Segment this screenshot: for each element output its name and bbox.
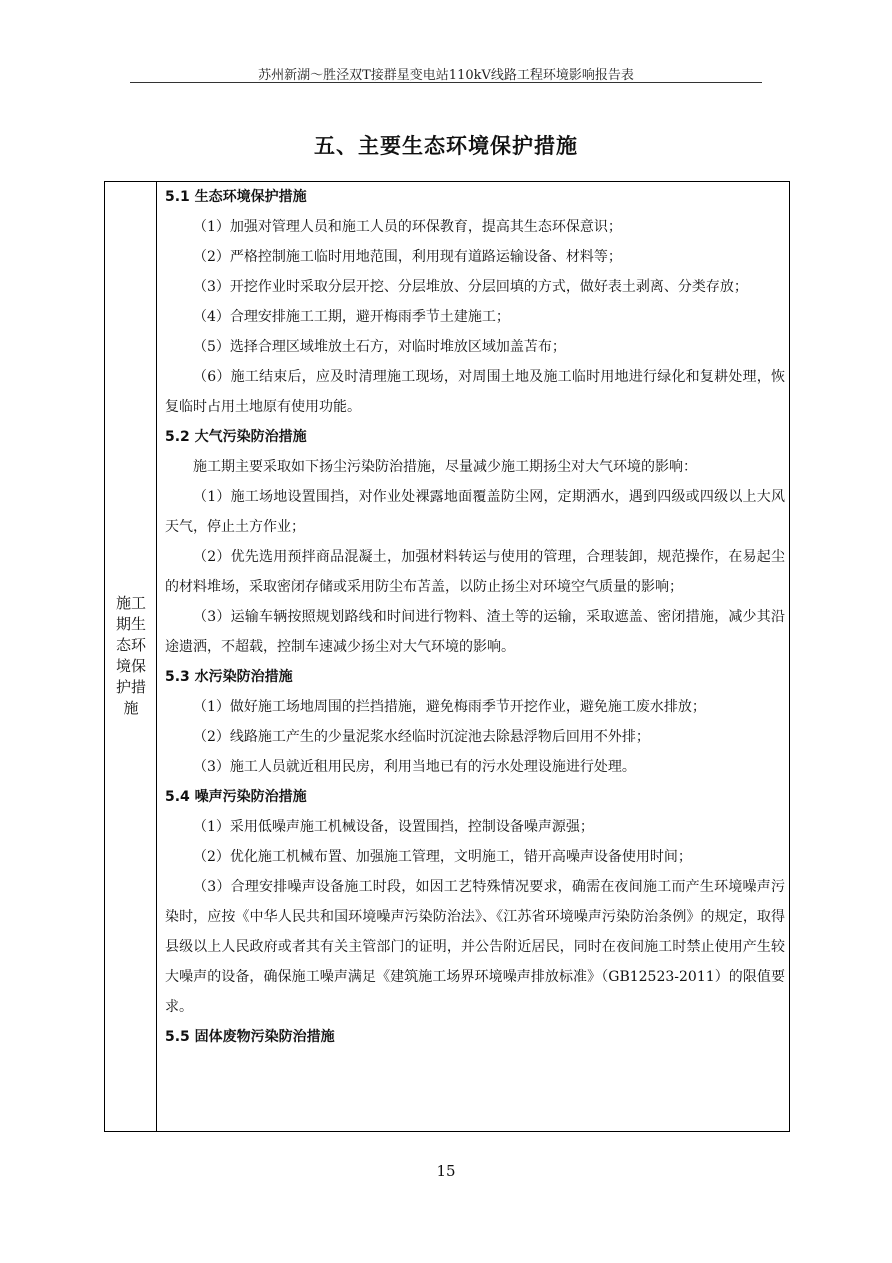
measures-table (104, 181, 790, 1132)
category-column (105, 182, 157, 1131)
measure-paragraph: （4）合理安排施工工期，避开梅雨季节土建施工； (193, 309, 510, 325)
measure-paragraph: （6）施工结束后，应及时清理施工现场，对周围土地及施工临时用地进行绿化和复耕处理，恢复临时占用土地原有使用功能。 (165, 369, 785, 415)
measure-paragraph: （3）运输车辆按照规划路线和时间进行物料、渣土等的运输，采取遮盖、密闭措施，减少其沿途遗洒，不超载，控制车速减少扬尘对大气环境的影响。 (165, 609, 785, 655)
page-number: 15 (436, 1162, 456, 1180)
subsection-heading: 5.2 大气污染防治措施 (165, 429, 307, 445)
measure-paragraph: （3）合理安排噪声设备施工时段，如因工艺特殊情况要求，确需在夜间施工而产生环境噪声污染时，应按《中华人民共和国环境噪声污染防治法》、《江苏省环境噪声污染防治条例》的规定，取得县级以上人民政府或者其有关主管部门的证明，并公告附近居民，同时在夜间施工时禁止使用产生较大噪声的设备，确保施工噪声满足《建筑施工场界环境噪声排放标准》（GB12523-2011）的限值要求。 (165, 879, 785, 1015)
measure-paragraph: 施工期主要采取如下扬尘污染防治措施，尽量减少施工期扬尘对大气环境的影响： (193, 459, 697, 475)
header-rule (130, 82, 762, 83)
measure-paragraph: （1）加强对管理人员和施工人员的环保教育，提高其生态环保意识； (193, 219, 622, 235)
running-header-title: 苏州新湖～胜泾双T接群星变电站110kV线路工程环境影响报告表 (258, 68, 634, 83)
subsection-heading: 5.5 固体废物污染防治措施 (165, 1029, 335, 1045)
measures-content (165, 182, 785, 1052)
measure-paragraph: （1）施工场地设置围挡，对作业处裸露地面覆盖防尘网，定期洒水，遇到四级或四级以上大风天气，停止土方作业； (165, 489, 785, 535)
measure-paragraph: （2）优化施工机械布置、加强施工管理，文明施工，错开高噪声设备使用时间； (193, 849, 692, 865)
subsection-heading: 5.1 生态环境保护措施 (165, 189, 307, 205)
measure-paragraph: （5）选择合理区域堆放土石方，对临时堆放区域加盖苫布； (193, 339, 566, 355)
measure-paragraph: （2）严格控制施工临时用地范围，利用现有道路运输设备、材料等； (193, 249, 622, 265)
measure-paragraph: （3）施工人员就近租用民房，利用当地已有的污水处理设施进行处理。 (193, 759, 636, 775)
subsection-heading: 5.4 噪声污染防治措施 (165, 789, 307, 805)
measure-paragraph: （1）采用低噪声施工机械设备，设置围挡，控制设备噪声源强； (193, 819, 594, 835)
section-title: 五、主要生态环境保护措施 (314, 134, 578, 158)
subsection-heading: 5.3 水污染防治措施 (165, 669, 293, 685)
measure-paragraph: （2）优先选用预拌商品混凝土，加强材料转运与使用的管理，合理装卸，规范操作，在易起尘的材料堆场，采取密闭存储或采用防尘布苫盖，以防止扬尘对环境空气质量的影响； (165, 549, 785, 595)
measure-paragraph: （2）线路施工产生的少量泥浆水经临时沉淀池去除悬浮物后回用不外排； (193, 729, 650, 745)
measure-paragraph: （1）做好施工场地周围的拦挡措施，避免梅雨季节开挖作业，避免施工废水排放； (193, 699, 706, 715)
category-label: 施工期生态环境保护措施 (115, 594, 146, 717)
measure-paragraph: （3）开挖作业时采取分层开挖、分层堆放、分层回填的方式，做好表土剥离、分类存放； (193, 279, 748, 295)
